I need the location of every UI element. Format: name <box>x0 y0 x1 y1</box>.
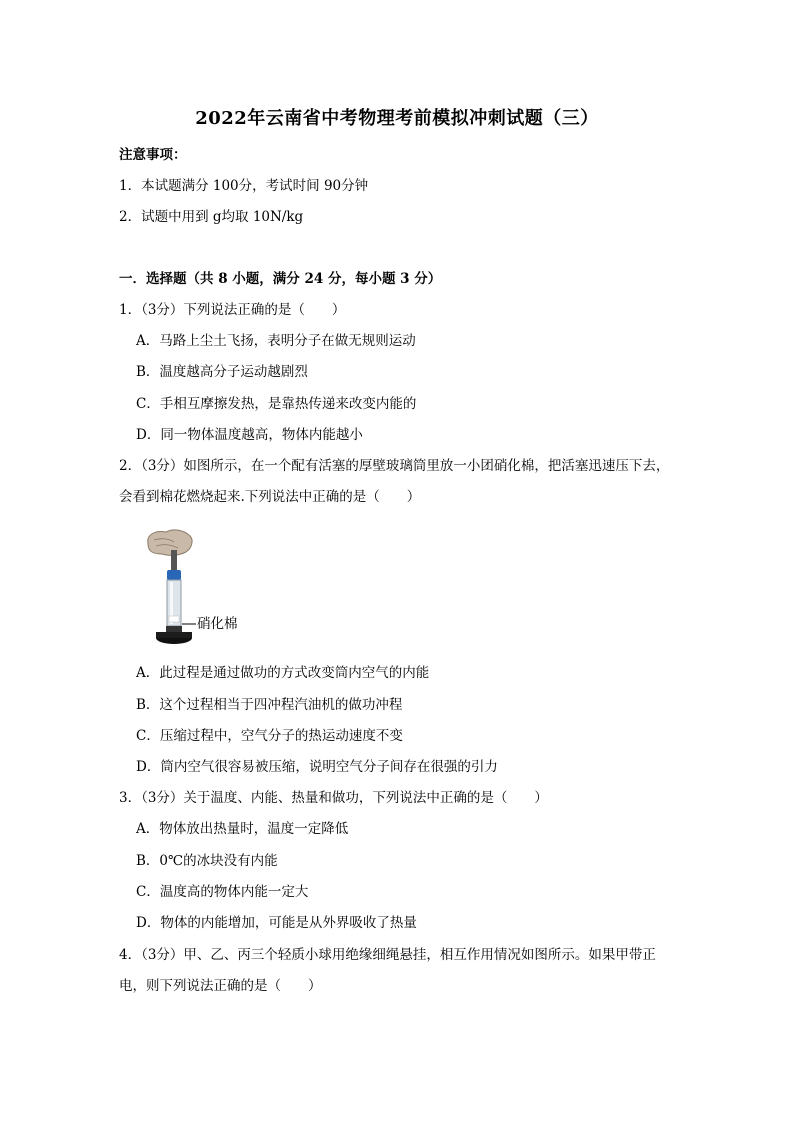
option-c: C．温度高的物体内能一定大 <box>136 884 309 900</box>
option-b: B．这个过程相当于四冲程汽油机的做功冲程 <box>136 697 403 713</box>
option-d: D．同一物体温度越高，物体内能越小 <box>136 427 363 443</box>
option-a: A．此过程是通过做功的方式改变筒内空气的内能 <box>136 665 430 681</box>
question-stem: 会看到棉花燃烧起来.下列说法中正确的是（ ） <box>119 489 421 505</box>
option-d: D．筒内空气很容易被压缩，说明空气分子间存在很强的引力 <box>136 759 498 775</box>
question-stem: 3．（3分）关于温度、内能、热量和做功，下列说法中正确的是（ ） <box>119 790 548 806</box>
question-stem: 2．（3分）如图所示，在一个配有活塞的厚壁玻璃筒里放一小团硝化棉，把活塞迅速压下去， <box>119 458 670 474</box>
figure-label: 硝化棉 <box>197 616 238 632</box>
option-b: B．温度越高分子运动越剧烈 <box>136 364 308 380</box>
question-stem: 4．（3分）甲、乙、丙三个轻质小球用绝缘细绳悬挂，相互作用情况如图所示。如果甲带正 <box>119 947 656 963</box>
page-title: 2022年云南省中考物理考前模拟冲刺试题（三） <box>195 108 599 129</box>
section-heading: 一．选择题（共 8 小题，满分 24 分，每小题 3 分） <box>119 271 442 287</box>
note-item: 1．本试题满分 100分，考试时间 90分钟 <box>119 178 369 194</box>
option-b: B．0℃的冰块没有内能 <box>136 853 278 869</box>
notes-heading: 注意事项： <box>119 147 187 163</box>
option-c: C．手相互摩擦发热，是靠热传递来改变内能的 <box>136 396 417 412</box>
option-a: A．马路上尘土飞扬，表明分子在做无规则运动 <box>136 333 416 349</box>
note-item: 2．试题中用到 g均取 10N/kg <box>119 209 304 225</box>
question-stem: 电，则下列说法正确的是（ ） <box>119 978 322 994</box>
option-c: C．压缩过程中，空气分子的热运动速度不变 <box>136 728 403 744</box>
question-stem: 1．（3分）下列说法正确的是（ ） <box>119 302 346 318</box>
option-d: D．物体的内能增加，可能是从外界吸收了热量 <box>136 915 417 931</box>
option-a: A．物体放出热量时，温度一定降低 <box>136 821 349 837</box>
